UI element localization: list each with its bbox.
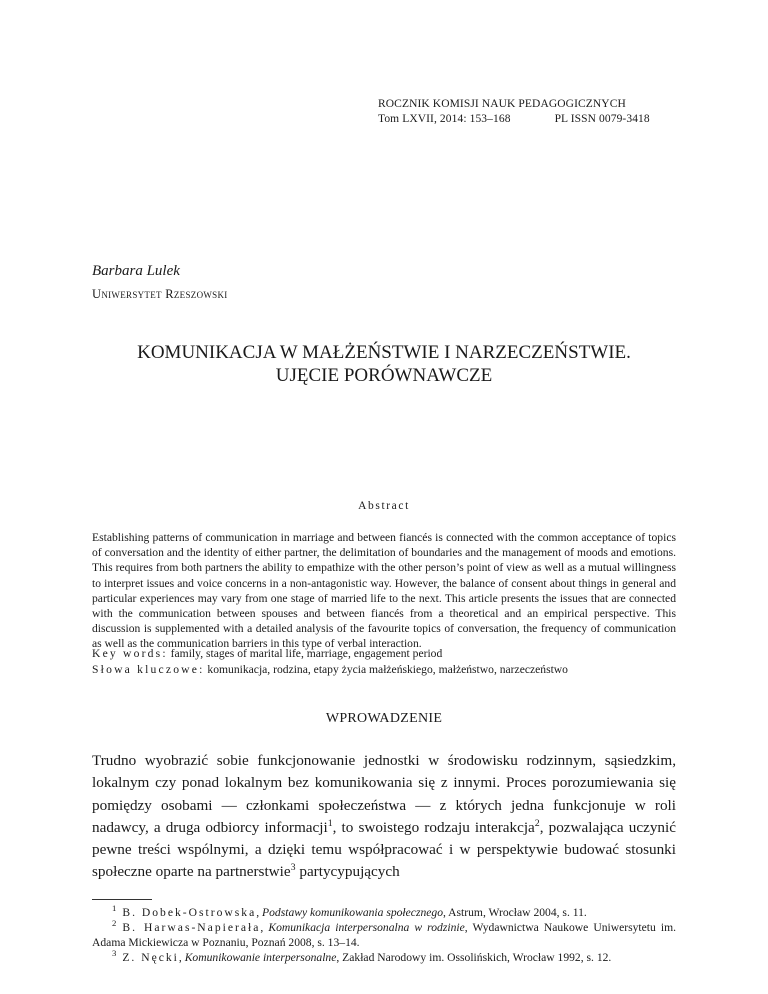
affiliation: Uniwersytet Rzeszowski <box>92 287 228 301</box>
footnotes <box>92 905 676 965</box>
footnote-rest: , Zakład Narodowy im. Ossolińskich, Wrocław 1992, s. 12. <box>336 951 612 964</box>
journal-name: ROCZNIK KOMISJI NAUK PEDAGOGICZNYCH <box>378 98 626 110</box>
section-heading: WPROWADZENIE <box>325 711 443 726</box>
footnote-title: Komunikacja interpersonalna w rodzinie <box>268 921 465 934</box>
footnote-number: 3 <box>112 948 117 959</box>
footnote-1: $^1$ B. Dobek-Ostrowska, Podstawy komunikowania społecznego, Astrum, Wrocław 2004, s. 11. <box>112 903 587 919</box>
abstract-heading: Abstract <box>358 500 410 512</box>
keywords-block <box>92 646 676 677</box>
keywords-en <box>92 646 676 662</box>
footnote-number: 1 <box>112 903 117 914</box>
title-line-1: KOMUNIKACJA W MAŁŻEŃSTWIE I NARZECZEŃSTWIE. <box>137 342 631 363</box>
footnote-number: 2 <box>112 918 117 929</box>
footnote-rest: , Astrum, Wrocław 2004, s. 11. <box>443 906 587 919</box>
footnote-ref-1: 1 <box>327 817 333 829</box>
keywords-en-label: Key words: <box>92 647 168 660</box>
journal-header <box>378 97 650 127</box>
footnote-3: $^3$ Z. Nęcki, Komunikowanie interpersonalne, Zakład Narodowy im. Ossolińskich, Wrocław 1992, s. 12. <box>112 948 612 964</box>
footnote-author: B. Dobek-Ostrowska <box>122 906 257 919</box>
abstract-text: Establishing patterns of communication in marriage and between fiancés is connected with the common acceptance of topics of conversation and the identity of either partner, the delimitation of boundaries and the management of moods and emotions. This requires from both partners the ability to empathize with the other person’s point of view as well as a mutual willingness to interpret issues and voice concerns in a non-antagonistic way. However, the balance of consent about things in general and particular experiences may vary from one stage of married life to the next. This article presents the issues that are connected with the communication between spouses and between fiancés from a theoretical and an empirical perspective. This discussion is supplemented with a detailed analysis of the favourite topics of conversation, the frequency of communication as well as the communication barriers in this type of verbal interaction. <box>92 531 676 651</box>
author-name: Barbara Lulek <box>92 263 180 279</box>
body-text-4: partycypujących <box>295 863 400 881</box>
body-text-2: , to swoistego rodzaju interakcja <box>332 818 535 836</box>
footnote-ref-2: 2 <box>534 817 540 829</box>
article-title <box>92 341 676 387</box>
keywords-pl-label: Słowa kluczowe: <box>92 662 205 676</box>
keywords-en-text: family, stages of marital life, marriage, engagement period <box>167 647 443 660</box>
footnote-author: B. Harwas-Napierała <box>122 921 261 934</box>
issn: PL ISSN 0079-3418 <box>554 113 650 125</box>
footnote-2: $^2$ B. Harwas-Napierała, Komunikacja interpersonalna w rodzinie, Wydawnictwa Naukowe Uniwersytetu im. Adama Mickiewicza w Poznaniu, Poznań 2008, s. 13–14. <box>92 918 676 949</box>
footnote-author: Z. Nęcki <box>122 951 179 964</box>
body-paragraph <box>92 750 676 884</box>
footnote-ref-3: 3 <box>290 862 296 874</box>
footnote-title: Podstawy komunikowania społecznego <box>262 906 443 919</box>
volume-info: Tom LXVII, 2014: 153–168 <box>378 113 511 125</box>
title-line-2: UJĘCIE PORÓWNAWCZE <box>275 365 493 386</box>
footnote-title: Komunikowanie interpersonalne <box>184 951 337 964</box>
footnote-rest: , Wydawnictwa Naukowe Uniwersytetu im. Adama Mickiewicza w Poznaniu, Poznań 2008, s. 13–14. <box>92 921 676 949</box>
footnote-divider <box>92 899 152 900</box>
keywords-pl-text: komunikacja, rodzina, etapy życia małżeńskiego, małżeństwo, narzeczeństwo <box>204 662 568 676</box>
body-text-1: Trudno wyobrazić sobie funkcjonowanie jednostki w środowisku rodzinnym, sąsiedzkim, lokalnym czy ponad lokalnym bez komunikowania się z innymi. Proces porozumiewania się pomiędzy osobami — członkami społeczeństwa — z których jedna funkcjonuje w roli nadawcy, a druga odbiorcy informacji <box>92 752 676 836</box>
body-text-3: , pozwalająca uczynić pewne treści wspólnymi, a dzięki temu współpracować i w perspektywie budować stosunki społeczne oparte na partnerstwie <box>92 818 676 881</box>
keywords-pl <box>92 662 676 678</box>
